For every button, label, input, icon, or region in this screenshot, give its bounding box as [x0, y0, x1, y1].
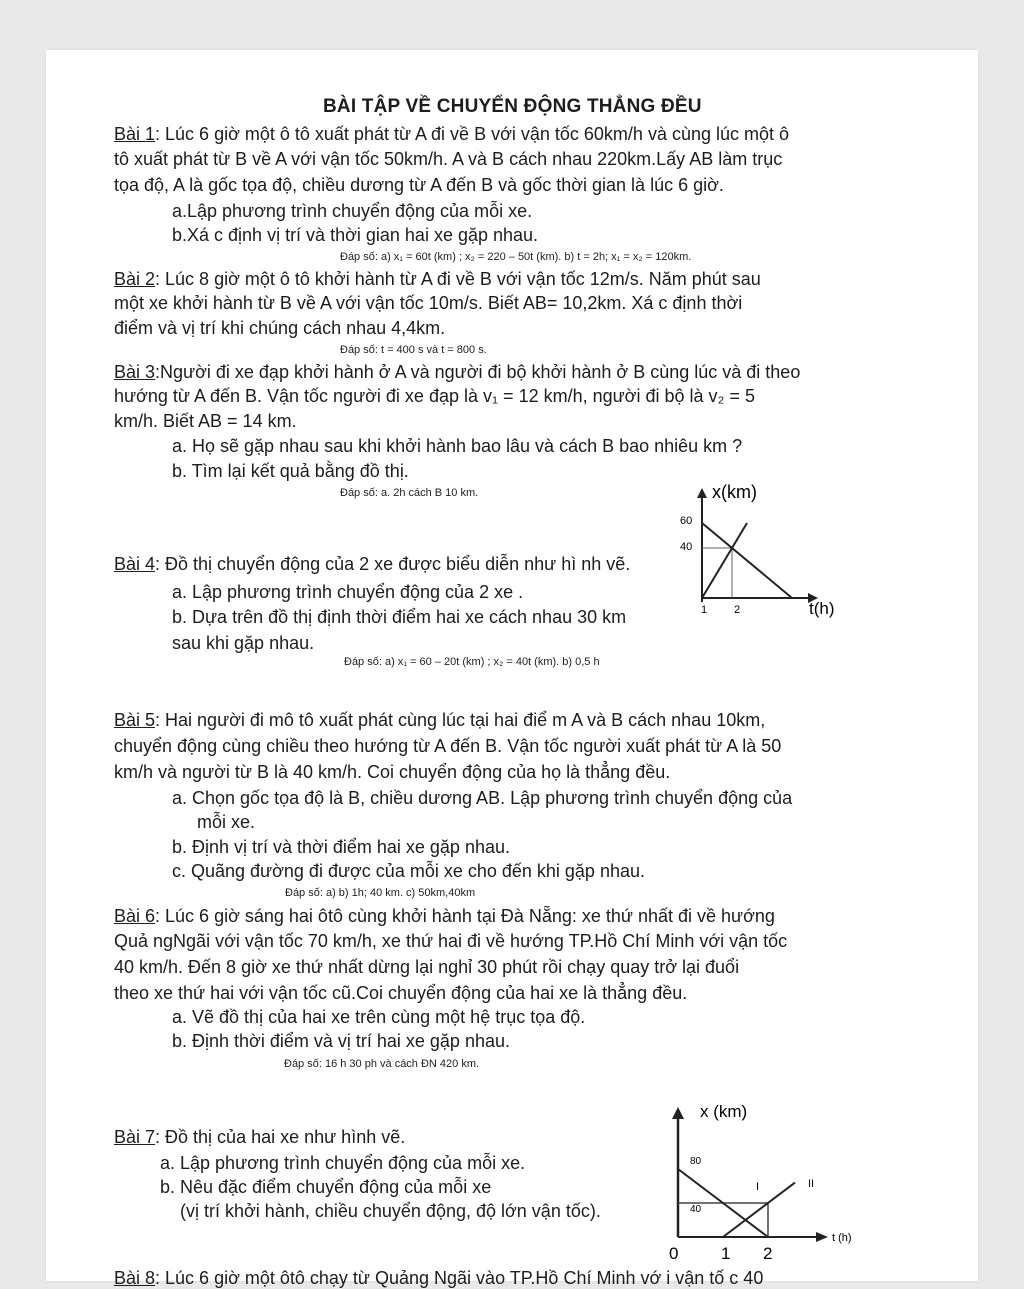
exercise-5-line-3: km/h và người từ B là 40 km/h. Coi chuyển động của họ là thẳng đều.: [114, 762, 671, 782]
exercise-4-x-label: t(h): [809, 599, 835, 618]
exercise-1-label: Bài 1: [114, 124, 156, 144]
exercise-6-line-4: theo xe thứ hai với vận tốc cũ.Coi chuyển động của hai xe là thẳng đều.: [114, 983, 688, 1003]
exercise-8-label: Bài 8: [114, 1268, 156, 1288]
exercise-4-y-tick-40: 40: [680, 541, 693, 553]
exercise-7-part-a: a. Lập phương trình chuyển động của mỗi xe.: [160, 1153, 526, 1173]
exercise-3-part-b: b. Tìm lại kết quả bằng đồ thị.: [172, 461, 409, 481]
exercise-4-y-arrow: [697, 488, 707, 498]
exercise-6-line-1: Bài 6: Lúc 6 giờ sáng hai ôtô cùng khởi hành tại Đà Nẵng: xe thứ nhất đi về hướng: [114, 906, 775, 926]
exercise-4-line-xe-2: [702, 523, 747, 598]
exercise-1-line-3: tọa độ, A là gốc tọa độ, chiều dương từ A đến B và gốc thời gian là lúc 6 giờ.: [114, 175, 724, 195]
exercise-4-y-tick-60: 60: [680, 515, 693, 527]
exercise-2-line-3: điểm và vị trí khi chúng cách nhau 4,4km.: [114, 318, 446, 338]
exercise-7-x-arrow: [816, 1232, 828, 1242]
exercise-4-part-b-cont: sau khi gặp nhau.: [172, 633, 315, 653]
exercise-5-part-c: c. Quãng đường đi được của mỗi xe cho đến khi gặp nhau.: [172, 861, 645, 881]
exercise-4-graph: [670, 480, 860, 630]
exercise-3-line-1: Bài 3:Người đi xe đạp khởi hành ở A và người đi bộ khởi hành ở B cùng lúc và đi theo: [114, 362, 801, 382]
exercise-5-part-a: a. Chọn gốc tọa độ là B, chiều dương AB. Lập phương trình chuyển động của: [172, 788, 793, 808]
exercise-5-line-2: chuyển động cùng chiều theo hướng từ A đến B. Vận tốc người xuất phát từ A là 50: [114, 736, 782, 756]
exercise-3-label: Bài 3: [114, 362, 156, 382]
exercise-7-x-tick-1: 1: [721, 1244, 731, 1263]
exercise-2-answer: Đáp số: t = 400 s và t = 800 s.: [340, 344, 487, 356]
exercise-2-label: Bài 2: [114, 269, 156, 289]
exercise-5-part-b: b. Định vị trí và thời điểm hai xe gặp nhau.: [172, 837, 510, 857]
exercise-5-label: Bài 5: [114, 710, 156, 730]
exercise-7-x-tick-0: 0: [669, 1244, 679, 1263]
exercise-4-x-tick-1: 1: [701, 604, 708, 616]
page-title: BÀI TẬP VỀ CHUYỂN ĐỘNG THẲNG ĐỀU: [323, 96, 702, 117]
exercise-7-part-b-cont: (vị trí khởi hành, chiều chuyển động, độ lớn vận tốc).: [180, 1201, 601, 1221]
exercise-7-graph: [640, 1095, 870, 1263]
exercise-5-answer: Đáp số: a) b) 1h; 40 km. c) 50km,40km: [285, 887, 476, 899]
exercise-2-line-1: Bài 2: Lúc 8 giờ một ô tô khởi hành từ A đi về B với vận tốc 12m/s. Năm phút sau: [114, 269, 761, 289]
exercise-7-y-label: x (km): [700, 1102, 748, 1121]
exercise-3-answer: Đáp số: a. 2h cách B 10 km.: [340, 487, 479, 499]
exercise-3-part-a: a. Họ sẽ gặp nhau sau khi khởi hành bao lâu và cách B bao nhiêu km ?: [172, 436, 743, 456]
exercise-4-line-xe-1: [702, 523, 792, 598]
exercise-6-line-3: 40 km/h. Đến 8 giờ xe thứ nhất dừng lại nghỉ 30 phút rồi chạy quay trở lại đuổi: [114, 957, 740, 977]
exercise-7-series-label-II: II: [808, 1178, 815, 1190]
exercise-7-x-tick-2: 2: [763, 1244, 773, 1263]
exercise-6-part-b: b. Định thời điểm và vị trí hai xe gặp nhau.: [172, 1031, 510, 1051]
exercise-7-y-tick-40: 40: [690, 1204, 702, 1215]
exercise-6-line-2: Quả ngNgãi với vận tốc 70 km/h, xe thứ hai đi về hướng TP.Hồ Chí Minh với vận tốc: [114, 931, 788, 951]
exercise-3-line-3: km/h. Biết AB = 14 km.: [114, 411, 297, 431]
exercise-7-x-label: t (h): [832, 1232, 852, 1244]
exercise-5-part-a-cont: mỗi xe.: [197, 812, 256, 832]
exercise-7-y-arrow: [672, 1107, 684, 1119]
exercise-4-x-tick-2: 2: [734, 604, 741, 616]
exercise-3-line-2: hướng từ A đến B. Vận tốc người đi xe đạp là v₁ = 12 km/h, người đi bộ là v₂ = 5: [114, 386, 756, 406]
exercise-4-label: Bài 4: [114, 554, 156, 574]
exercise-1-part-b: b.Xá c định vị trí và thời gian hai xe gặp nhau.: [172, 225, 539, 245]
exercise-1-part-a: a.Lập phương trình chuyển động của mỗi xe.: [172, 201, 533, 221]
exercise-8-line-1: Bài 8: Lúc 6 giờ một ôtô chạy từ Quảng Ngãi vào TP.Hồ Chí Minh vớ i vận tố c 40: [114, 1268, 764, 1288]
exercise-1-line-1: Bài 1: Lúc 6 giờ một ô tô xuất phát từ A đi về B với vận tốc 60km/h và cùng lúc một ô: [114, 124, 790, 144]
exercise-1-line-2: tô xuất phát từ B về A với vận tốc 50km/h. A và B cách nhau 220km.Lấy AB làm trục: [114, 149, 783, 169]
exercise-1-answer: Đáp số: a) x₁ = 60t (km) ; x₂ = 220 – 50t (km). b) t = 2h; x₁ = x₂ = 120km.: [340, 251, 692, 263]
exercise-6-label: Bài 6: [114, 906, 156, 926]
exercise-5-line-1: Bài 5: Hai người đi mô tô xuất phát cùng lúc tại hai điể m A và B cách nhau 10km,: [114, 710, 766, 730]
exercise-4-part-a: a. Lập phương trình chuyển động của 2 xe .: [172, 582, 524, 602]
exercise-4-part-b: b. Dựa trên đồ thị định thời điểm hai xe cách nhau 30 km: [172, 607, 627, 627]
exercise-6-answer: Đáp số: 16 h 30 ph và cách ĐN 420 km.: [284, 1058, 480, 1070]
exercise-7-y-tick-80: 80: [690, 1156, 702, 1167]
exercise-4-answer: Đáp số: a) x₁ = 60 – 20t (km) ; x₂ = 40t (km). b) 0,5 h: [344, 656, 600, 668]
exercise-7-series-label-I: I: [756, 1181, 760, 1193]
exercise-2-line-2: một xe khởi hành từ B về A với vận tốc 10m/s. Biết AB= 10,2km. Xá c định thời: [114, 293, 743, 313]
exercise-4-line-1: Bài 4: Đồ thị chuyển động của 2 xe được biểu diễn như hì nh vẽ.: [114, 554, 631, 574]
exercise-6-part-a: a. Vẽ đồ thị của hai xe trên cùng một hệ trục tọa độ.: [172, 1007, 586, 1027]
exercise-7-part-b: b. Nêu đặc điểm chuyển động của mỗi xe: [160, 1177, 492, 1197]
exercise-7-label: Bài 7: [114, 1127, 156, 1147]
exercise-4-y-label: x(km): [712, 482, 757, 502]
exercise-7-line-1: Bài 7: Đồ thị của hai xe như hình vẽ.: [114, 1127, 406, 1147]
